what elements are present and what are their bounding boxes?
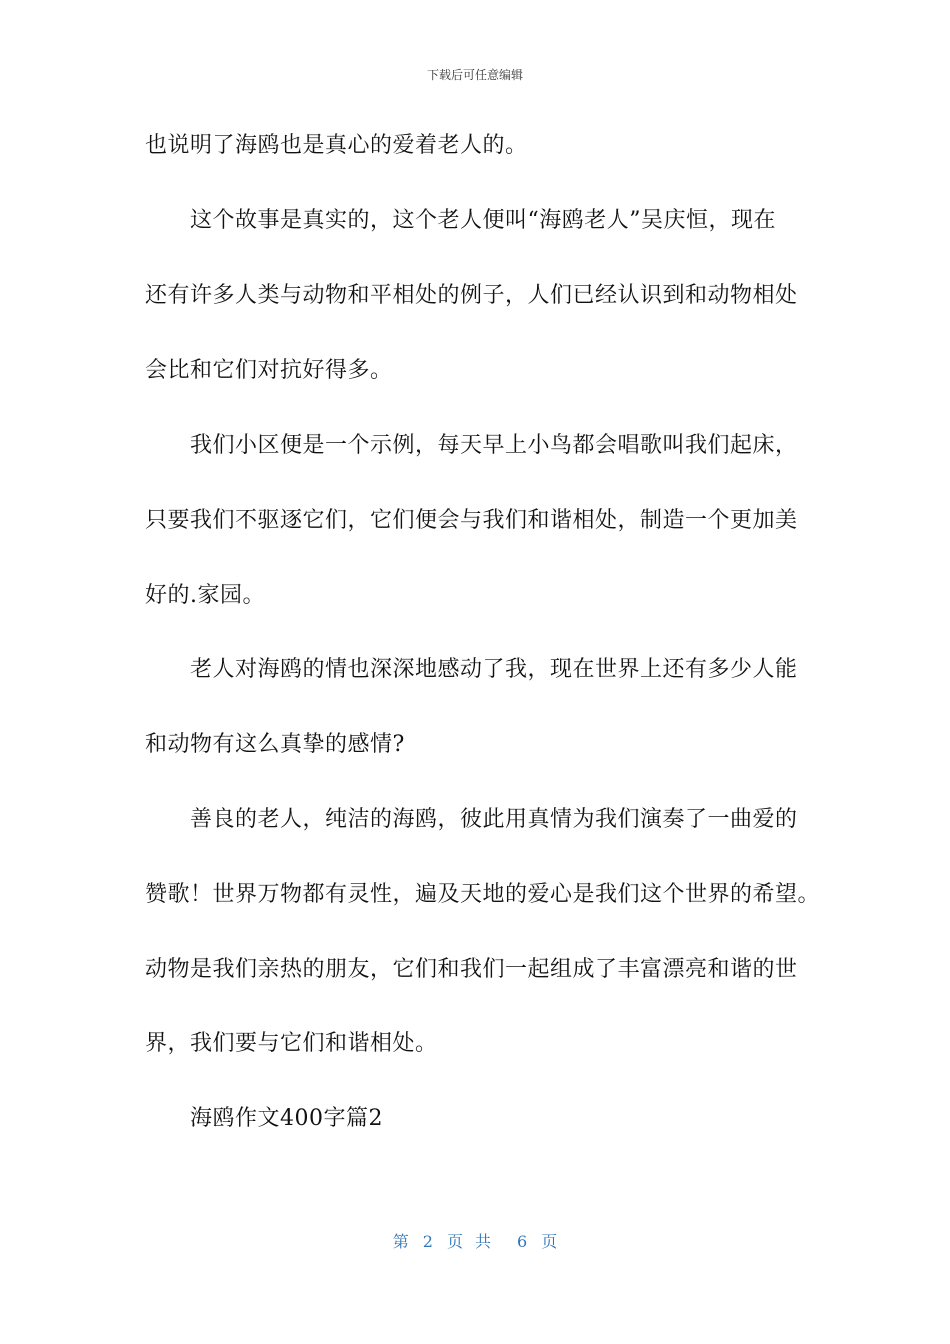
text-line: 还有许多人类与动物和平相处的例子，人们已经认识到和动物相处 [145,283,798,308]
footer-current-page: 2 [422,1232,433,1251]
text-line: 动物是我们亲热的朋友，它们和我们一起组成了丰富漂亮和谐的世 [145,957,798,982]
text-line: 也说明了海鸥也是真心的爱着老人的。 [145,133,528,158]
footer-prefix: 第 [392,1232,409,1251]
paragraph-start-line: 老人对海鸥的情也深深地感动了我，现在世界上还有多少人能 [190,657,798,682]
text-line: 会比和它们对抗好得多。 [145,358,393,383]
section-heading: 海鸥作文400字篇2 [190,1106,383,1131]
paragraph-start-line: 善良的老人，纯洁的海鸥，彼此用真情为我们演奏了一曲爱的 [190,807,798,832]
page-footer [0,1229,950,1252]
footer-suffix: 页 [541,1232,558,1251]
text-line: 只要我们不驱逐它们，它们便会与我们和谐相处，制造一个更加美 [145,508,798,533]
text-line: 和动物有这么真挚的感情? [145,732,405,757]
footer-total-pages: 6 [517,1232,528,1251]
paragraph-start-line: 这个故事是真实的，这个老人便叫“海鸥老人”吴庆恒，现在 [190,208,776,233]
text-line: 好的.家园。 [145,583,265,608]
footer-middle: 页共 [446,1232,503,1251]
paragraph-start-line: 我们小区便是一个示例，每天早上小鸟都会唱歌叫我们起床， [190,433,798,458]
page-header: 下载后可任意编辑 [426,68,523,82]
text-line: 赞歌！世界万物都有灵性，遍及天地的爱心是我们这个世界的希望。 [145,882,821,907]
text-line: 界，我们要与它们和谐相处。 [145,1031,438,1056]
